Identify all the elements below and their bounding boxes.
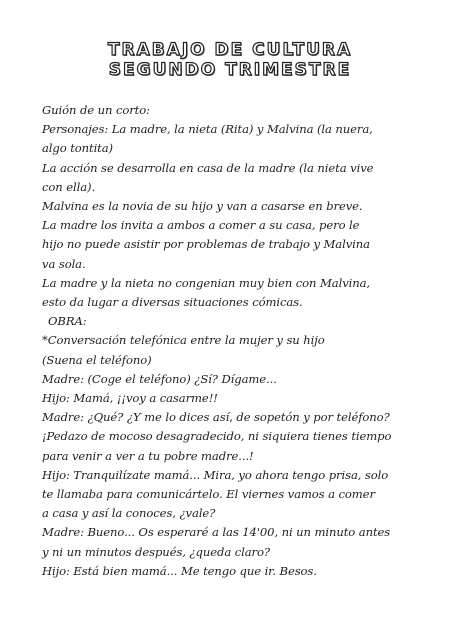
text-line: Hijo: Mamá, ¡¡voy a casarme!! — [42, 391, 218, 406]
text-line: Hijo: Está bien mamá... Me tengo que ir. Besos. — [42, 563, 317, 578]
text-line: te llamaba para comunicártelo. El viernes vamos a comer — [42, 487, 375, 502]
text-line: (Suena el teléfono) — [42, 352, 152, 367]
text-line: Hijo: Tranquilízate mamá... Mira, yo ahora tengo prisa, solo — [42, 467, 389, 482]
text-line: La madre y la nieta no congenian muy bien con Malvina, — [42, 275, 371, 290]
script-body — [42, 101, 422, 581]
text-line: Madre: Bueno... Os esperaré a las 14'00, ni un minuto antes — [42, 525, 391, 540]
text-line: a casa y así la conoces, ¿vale? — [42, 506, 216, 521]
text-line: Guión de un corto: — [42, 103, 150, 117]
text-line: Madre: (Coge el teléfono) ¿Sí? Dígame... — [42, 371, 277, 386]
text-line: con ella). — [42, 179, 96, 194]
text-line: *Conversación telefónica entre la mujer y su hijo — [42, 333, 325, 348]
text-line: Malvina es la novia de su hijo y van a casarse en breve. — [42, 199, 363, 214]
title-line-1: TRABAJO DE CULTURA — [107, 40, 353, 60]
text-line: algo tontita) — [42, 141, 113, 156]
text-line: Madre: ¿Qué? ¿Y me lo dices así, de sopetón y por teléfono? — [42, 410, 390, 425]
text-line: Personajes: La madre, la nieta (Rita) y Malvina (la nuera, — [42, 122, 373, 137]
title-block — [60, 40, 400, 80]
text-line: va sola. — [42, 256, 86, 271]
text-line: esto da lugar a diversas situaciones cómicas. — [42, 295, 303, 310]
section-heading: OBRA: — [48, 314, 87, 329]
title-line-2: SEGUNDO TRIMESTRE — [108, 60, 352, 80]
text-line: La acción se desarrolla en casa de la madre (la nieta vive — [42, 160, 374, 175]
text-line: y ni un minutos después, ¿queda claro? — [42, 544, 270, 559]
text-line: ¡Pedazo de mocoso desagradecido, ni siquiera tienes tiempo — [42, 429, 392, 444]
text-line: hijo no puede asistir por problemas de trabajo y Malvina — [42, 237, 370, 252]
text-line: La madre los invita a ambos a comer a su casa, pero le — [42, 218, 360, 233]
text-line: para venir a ver a tu pobre madre...! — [42, 448, 254, 463]
